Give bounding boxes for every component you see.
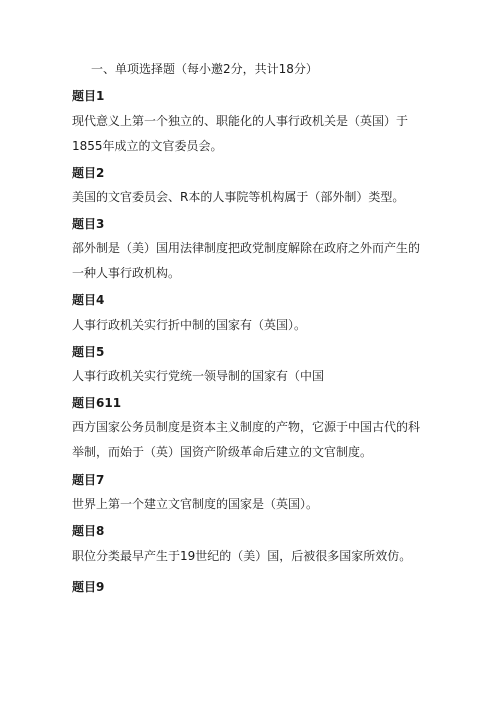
question-2-text [72, 185, 424, 210]
question-6-text [72, 415, 424, 465]
section-title: 一、单项选择题（每小邀2分，共计18分） [91, 62, 318, 76]
question-7-label: 题目7 [72, 473, 105, 487]
question-3-line-2: 一种人事行政机构。 [72, 266, 181, 280]
question-7-text [72, 492, 424, 517]
question-2-line-1: 美国的文官委员会、R本的人事院等机构属于（部外制）类型。 [72, 190, 405, 204]
question-4-line-1: 人事行政机关实行折中制的国家有（英国）。 [72, 318, 307, 332]
question-1-line-2: 1855年成立的文官委员会。 [72, 139, 223, 153]
question-6-line-2: 举制，而始于（英）国资产阶级革命后建立的文官制度。 [72, 445, 373, 459]
question-5-text [72, 364, 424, 389]
question-4-label: 题目4 [72, 293, 105, 307]
question-9-label: 题目9 [72, 580, 105, 594]
question-3-label: 题目3 [72, 217, 105, 231]
question-2-label: 题目2 [72, 166, 105, 180]
question-8-text [72, 544, 424, 569]
question-7-line-1: 世界上第一个建立文官制度的国家是（英国）。 [72, 497, 319, 511]
question-6-label: 题目611 [72, 396, 122, 410]
question-3-text [72, 236, 424, 286]
question-8-label: 题目8 [72, 524, 105, 538]
question-4-text [72, 313, 424, 338]
question-5-label: 题目5 [72, 345, 105, 359]
question-3-line-1: 部外制是（美）国用法律制度把政党制度解除在政府之外而产生的 [72, 241, 421, 255]
question-6-line-1: 西方国家公务员制度是资本主义制度的产物，它源于中国古代的科 [72, 420, 421, 434]
question-1-line-1: 现代意义上第一个独立的、职能化的人事行政机关是（英国）于 [72, 114, 409, 128]
question-1-label: 题目1 [72, 89, 105, 103]
question-8-line-1: 职位分类最早产生于19世纪的（美）国，后被很多国家所效仿。 [72, 549, 412, 563]
question-5-line-1: 人事行政机关实行党统一领导制的国家有（中国 [72, 369, 325, 383]
question-1-text [72, 109, 424, 159]
